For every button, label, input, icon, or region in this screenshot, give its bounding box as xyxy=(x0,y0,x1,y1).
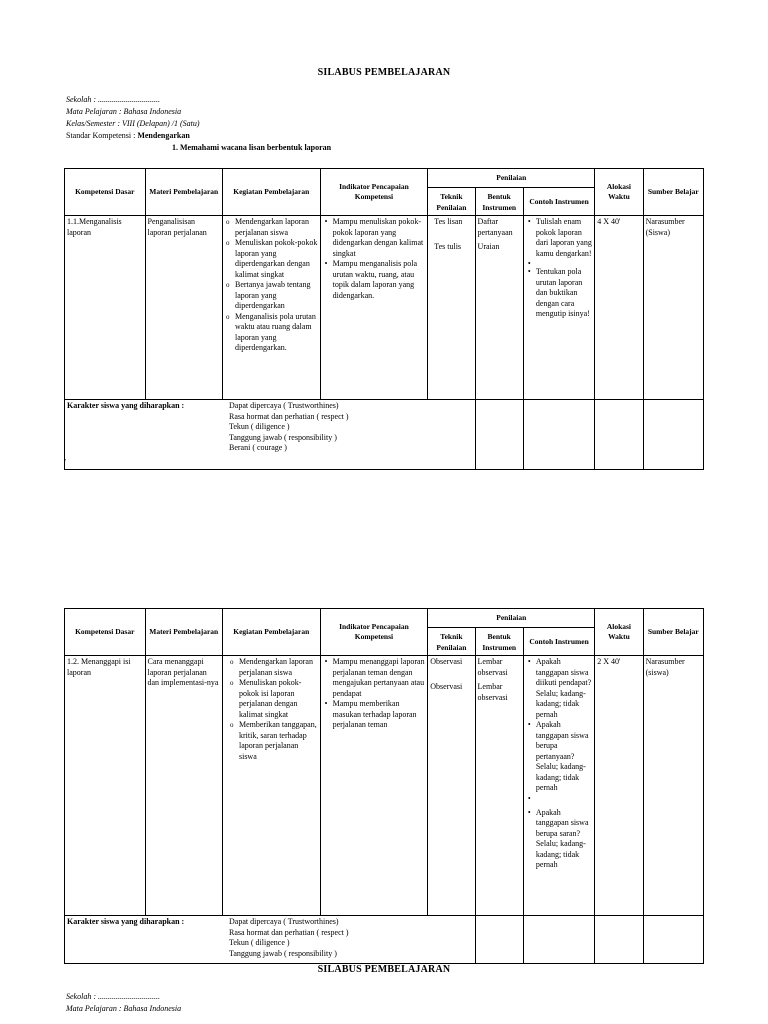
next-page-title: SILABUS PEMBELAJARAN xyxy=(317,964,451,975)
list-item: • Mampu menanggapi laporan perjalanan teman dengan mengajukan pertanyaan atau pendapat xyxy=(333,657,426,699)
bentuk-cell xyxy=(475,216,523,400)
list-item xyxy=(239,657,318,678)
col-contoh: Contoh Instrumen xyxy=(523,628,594,656)
list-item: o Bertanya jawab tentang laporan yang diperdengarkan xyxy=(235,280,318,312)
bullet-mark: • xyxy=(64,457,67,464)
teknik-item: Tes tulis xyxy=(434,241,462,251)
bentuk-item: Lembar observasi xyxy=(477,657,508,677)
bentuk-item: Daftar pertanyaan xyxy=(477,217,513,237)
col-alokasi: Alokasi Waktu xyxy=(595,169,643,216)
indikator-cell xyxy=(320,216,428,400)
karakter-label: Karakter siswa yang diharapkan : xyxy=(67,401,185,410)
header-sekolah: Sekolah : ............................... xyxy=(66,95,160,104)
karakter-item: Dapat dipercaya ( Trustworthines) xyxy=(229,917,339,926)
karakter-item: Tekun ( diligence ) xyxy=(229,938,290,947)
karakter-item: Tekun ( diligence ) xyxy=(229,422,290,431)
col-indikator: Indikator Pencapaian Kompetensi xyxy=(320,609,428,656)
col-alokasi: Alokasi Waktu xyxy=(595,609,643,656)
kegiatan-cell xyxy=(222,656,320,916)
kd-cell: 1.2. Menanggapi isi laporan xyxy=(65,656,146,916)
empty-cell xyxy=(523,916,594,964)
karakter-item: Tanggung jawab ( responsibility ) xyxy=(229,948,337,958)
table-row xyxy=(65,216,704,400)
empty-cell xyxy=(475,400,523,470)
alokasi-cell: 2 X 40' xyxy=(595,656,643,916)
col-kd: Kompetensi Dasar xyxy=(65,169,146,216)
spacer xyxy=(536,259,592,267)
list-item: • Mampu menuliskan pokok-pokok laporan yang didengarkan dengan kalimat singkat xyxy=(333,217,426,259)
karakter-label: Karakter siswa yang diharapkan : xyxy=(67,917,185,926)
teknik-cell xyxy=(428,656,475,916)
contoh-cell xyxy=(523,656,594,916)
list-item: o Menuliskan pokok-pokok isi laporan perjalanan dengan kalimat singkat xyxy=(239,678,318,720)
bentuk-item: Uraian xyxy=(477,242,500,251)
list-item: • Tentukan pola urutan laporan dan buktikan dengan cara mengutip isinya! xyxy=(536,267,592,320)
col-teknik: Teknik Penilaian xyxy=(428,628,475,656)
list-item: • Mampu menganalisis pola urutan waktu, ruang, atau topik dalam laporan yang didengarkan. xyxy=(333,259,426,301)
karakter-cell xyxy=(65,400,476,470)
footer-mata-pelajaran: Mata Pelajaran : Bahasa Indonesia xyxy=(66,1004,182,1013)
karakter-item: Berani ( courage ) xyxy=(229,443,287,452)
list-item: o Mendengarkan laporan perjalanan siswa xyxy=(235,217,318,238)
materi-cell: Penganalisisan laporan perjalanan xyxy=(145,216,222,400)
table-row xyxy=(65,656,704,916)
teknik-item: Observasi xyxy=(430,681,463,691)
header-kelas-semester: Kelas/Semester : VIII (Delapan) /1 (Satu) xyxy=(66,119,200,128)
col-materi: Materi Pembelajaran xyxy=(145,169,222,216)
list-item-text: Mendengarkan laporan perjalanan siswa xyxy=(238,657,313,677)
spacer xyxy=(536,794,592,808)
karakter-item: Rasa hormat dan perhatian ( respect ) xyxy=(229,927,349,937)
col-penilaian: Penilaian xyxy=(428,609,595,628)
empty-cell xyxy=(475,916,523,964)
teknik-item: Observasi xyxy=(430,657,463,666)
sumber-cell: Narasumber (Siswa) xyxy=(643,216,703,400)
col-teknik: Teknik Penilaian xyxy=(428,188,475,216)
sk-item: 1. Memahami wacana lisan berbentuk laporan xyxy=(172,143,332,152)
alokasi-cell: 4 X 40' xyxy=(595,216,643,400)
kd-cell: 1.1.Menganalisis laporan xyxy=(65,216,146,400)
page-title: SILABUS PEMBELAJARAN xyxy=(317,67,451,78)
footer-sekolah: Sekolah : ............................... xyxy=(66,992,160,1001)
karakter-item: Dapat dipercaya ( Trustworthines) xyxy=(229,401,339,410)
col-kegiatan: Kegiatan Pembelajaran xyxy=(222,609,320,656)
karakter-list xyxy=(229,401,349,454)
empty-cell xyxy=(595,916,643,964)
karakter-row xyxy=(65,916,704,964)
list-item: • Apakah tanggapan siswa diikuti pendapat? Selalu; kadang-kadang; tidak pernah xyxy=(536,657,592,720)
col-kegiatan: Kegiatan Pembelajaran xyxy=(222,169,320,216)
indikator-cell xyxy=(320,656,428,916)
col-sumber: Sumber Belajar xyxy=(643,609,703,656)
karakter-list xyxy=(229,917,349,959)
col-kd: Kompetensi Dasar xyxy=(65,609,146,656)
karakter-item: Rasa hormat dan perhatian ( respect ) xyxy=(229,411,349,421)
list-item: • Apakah tanggapan siswa berupa pertanyaan? Selalu; kadang-kadang; tidak pernah xyxy=(536,720,592,794)
materi-cell: Cara menanggapi laporan perjalanan dan implementasi-nya xyxy=(145,656,222,916)
empty-cell xyxy=(643,916,703,964)
col-indikator: Indikator Pencapaian Kompetensi xyxy=(320,169,428,216)
karakter-cell xyxy=(65,916,476,964)
teknik-item: Tes lisan xyxy=(434,217,463,226)
kegiatan-cell xyxy=(222,216,320,400)
list-item: • Apakah tanggapan siswa berupa saran? Selalu; kadang-kadang; tidak pernah xyxy=(536,808,592,871)
karakter-row xyxy=(65,400,704,470)
sk-value: Mendengarkan xyxy=(137,131,190,140)
sk-label: Standar Kompetensi : xyxy=(66,131,138,140)
col-bentuk: Bentuk Instrumen xyxy=(475,628,523,656)
col-contoh: Contoh Instrumen xyxy=(523,188,594,216)
list-item: o Menuliskan pokok-pokok laporan yang diperdengarkan dengan kalimat singkat xyxy=(235,238,318,280)
contoh-cell xyxy=(523,216,594,400)
teknik-cell xyxy=(428,216,475,400)
bentuk-cell xyxy=(475,656,523,916)
syllabus-table-2 xyxy=(64,608,704,964)
list-item: • Tulislah enam pokok laporan dari laporan yang kamu dengarkan! xyxy=(536,217,592,259)
list-item: o Memberikan tanggapan, kritik, saran terhadap laporan perjalanan siswa xyxy=(239,720,318,762)
col-penilaian: Penilaian xyxy=(428,169,595,188)
karakter-item: Tanggung jawab ( responsibility ) xyxy=(229,432,337,442)
col-bentuk: Bentuk Instrumen xyxy=(475,188,523,216)
empty-cell xyxy=(595,400,643,470)
empty-cell xyxy=(643,400,703,470)
list-item: o Menganalisis pola urutan waktu atau ruang dalam laporan yang diperdengarkan. xyxy=(235,312,318,354)
list-item: • Mampu memberikan masukan terhadap laporan perjalanan teman xyxy=(333,699,426,731)
syllabus-table-1 xyxy=(64,168,704,470)
header-mata-pelajaran: Mata Pelajaran : Bahasa Indonesia xyxy=(66,107,182,116)
col-sumber: Sumber Belajar xyxy=(643,169,703,216)
empty-cell xyxy=(523,400,594,470)
header-standar-kompetensi xyxy=(66,131,190,142)
bentuk-item: Lembar observasi xyxy=(477,682,508,702)
col-materi: Materi Pembelajaran xyxy=(145,609,222,656)
sumber-cell: Narasumber (siswa) xyxy=(643,656,703,916)
